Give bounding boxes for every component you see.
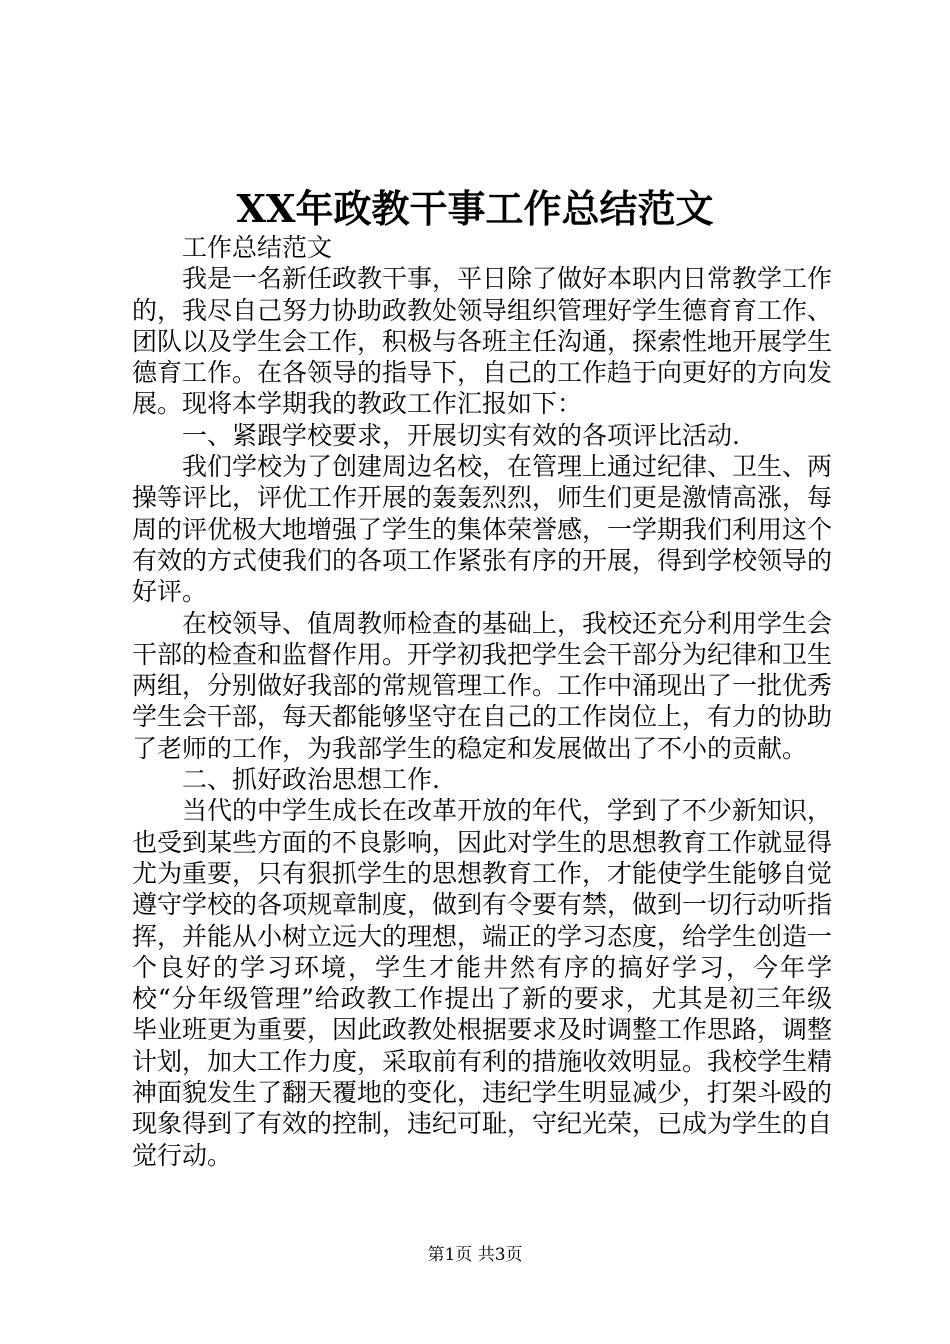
paragraph-section-1-a: 我们学校为了创建周边名校，在管理上通过纪律、卫生、两操等评比，评优工作开展的轰轰烈烈，师生们更是激情高涨，每周的评优极大地增强了学生的集体荣誉感，一学期我们利用这个有效的方式使我们的各项工作紧张有序的开展，得到学校领导的好评。: [132, 452, 833, 607]
paragraph-section-1-b: 在校领导、值周教师检查的基础上，我校还充分利用学生会干部的检查和监督作用。开学初我把学生会干部分为纪律和卫生两组，分别做好我部的常规管理工作。工作中涌现出了一批优秀学生会干部，每天都能够坚守在自己的工作岗位上，有力的协助了老师的工作，为我部学生的稳定和发展做出了不小的贡献。: [132, 608, 833, 763]
paragraph-subtitle: 工作总结范文: [182, 233, 333, 262]
paragraph-intro: 我是一名新任政教干事，平日除了做好本职内日常教学工作的，我尽自己努力协助政教处领导组织管理好学生德育育工作、团队以及学生会工作，积极与各班主任沟通，探索性地开展学生德育工作。在各领导的指导下，自己的工作趋于向更好的方向发展。现将本学期我的教政工作汇报如下：: [132, 264, 833, 419]
document-body: [132, 232, 832, 1171]
section-heading-2: 二、抓好政治思想工作.: [182, 765, 440, 795]
page-indicator: 第1页 共3页: [427, 1245, 523, 1265]
paragraph-section-2-a: 当代的中学生成长在改革开放的年代，学到了不少新知识，也受到某些方面的不良影响，因此对学生的思想教育工作就显得尤为重要，只有狠抓学生的思想教育工作，才能使学生能够自觉遵守学校的各项规章制度，做到有令要有禁，做到一切行动听指挥，并能从小树立远大的理想，端正的学习态度，给学生创造一个良好的学习环境，学生才能井然有序的搞好学习，今年学校“分年级管理”给政教工作提出了新的要求，尤其是初三年级毕业班更为重要，因此政教处根据要求及时调整工作思路，调整计划，加大工作力度，采取前有利的措施收效明显。我校学生精神面貌发生了翻天覆地的变化，违纪学生明显减少，打架斗殴的现象得到了有效的控制，违纪可耻，守纪光荣，已成为学生的自觉行动。: [132, 796, 833, 1170]
section-heading-1: 一、紧跟学校要求，开展切实有效的各项评比活动.: [182, 420, 740, 450]
document-title: XX年政教干事工作总结范文: [236, 186, 714, 231]
